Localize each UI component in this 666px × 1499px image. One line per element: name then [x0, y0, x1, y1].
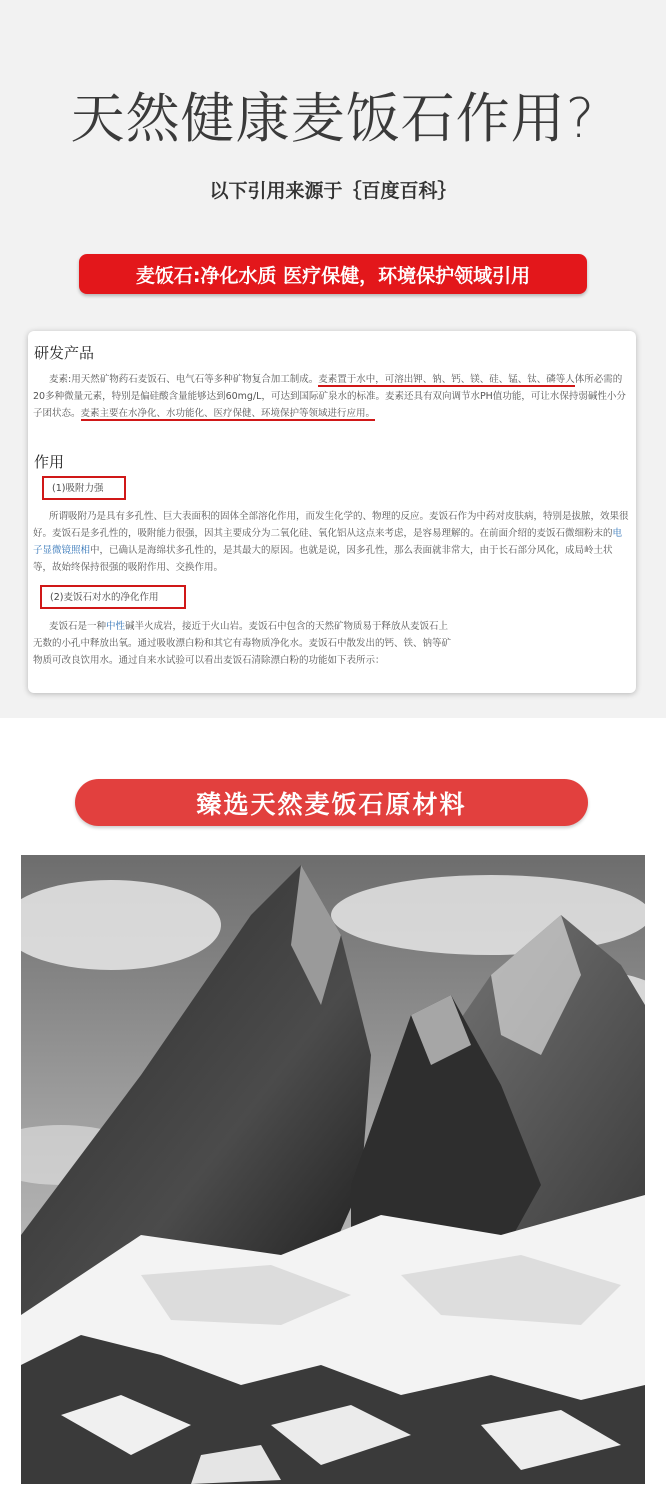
adsorption-paragraph [33, 508, 631, 576]
heading-box-purification: (2)麦饭石对水的净化作用 [40, 585, 186, 609]
neutral-link[interactable]: 中性 [106, 621, 126, 632]
source-subtitle: 以下引用来源于｛百度百科｝ [209, 180, 457, 202]
purification-text-a: 麦饭石是一种 [49, 621, 107, 632]
products-text-underlined-1: 麦素置于水中，可溶出钾、钠、钙、镁、硅、锰、钛、磷等人 [318, 374, 575, 385]
mountain-photo [21, 855, 645, 1484]
products-text-underlined-2: 麦素主要在水净化、水功能化、医疗保健、环境保护等领域进行应用。 [80, 408, 376, 419]
cloud [331, 875, 645, 955]
usage-banner: 麦饭石:净化水质 医疗保健，环境保护领域引用 [79, 254, 587, 294]
purification-text-b: 碱半火成岩，接近于火山岩。麦饭石中包含的天然矿物质易于释放从麦饭石上无数的小孔中释放出氧。通过吸收漂白粉和其它有毒物质净化水。麦饭石中散发出的钙、铁、钠等矿物质可改良饮用水。通过自来水试验可以看出麦饭石清除漂白粉的功能如下表所示： [33, 621, 452, 666]
products-text-c: 体所必需的20多种微量元素，特别是偏硅酸含量能够达到60mg/L，可达到国际矿泉水的标准。麦素还具有双向调节水PH值功能，可让水保持弱碱性小分子团状态。 [33, 374, 626, 419]
purification-paragraph [33, 618, 453, 669]
adsorption-text-b: 中，已确认是海绵状多孔性的，是其最大的原因。也就是说，因多孔性，那么表面就非常大，由于长石部分风化，成局岭土状等，故始终保持很强的吸附作用、交换作用。 [33, 545, 613, 573]
mountain-photo-icon [21, 855, 645, 1484]
encyclopedia-card [28, 331, 636, 693]
products-paragraph [33, 371, 631, 422]
section-title-products: 研发产品 [34, 344, 95, 362]
page-title: 天然健康麦饭石作用? [70, 87, 596, 150]
adsorption-text-a: 所谓吸附乃是具有多孔性、巨大表面积的固体全部溶化作用，而发生化学的、物理的反应。麦饭石作为中药对皮肤病，特别是拔脓，效果很好。麦饭石是多孔性的，吸附能力很强，因其主要成分为二氧化硅、氧化铝从这点来考虑，是容易理解的。在前面介绍的麦饭石微细粉末的 [33, 511, 629, 539]
products-text-a: 麦素:用天然矿物药石麦饭石、电气石等多种矿物复合加工制成。 [49, 374, 319, 385]
material-banner: 臻选天然麦饭石原材料 [75, 779, 588, 826]
section-title-effects: 作用 [34, 453, 65, 471]
microscope-link[interactable]: 电子显微镜照相 [33, 528, 623, 556]
heading-box-adsorption: (1)吸附力强 [42, 476, 126, 500]
